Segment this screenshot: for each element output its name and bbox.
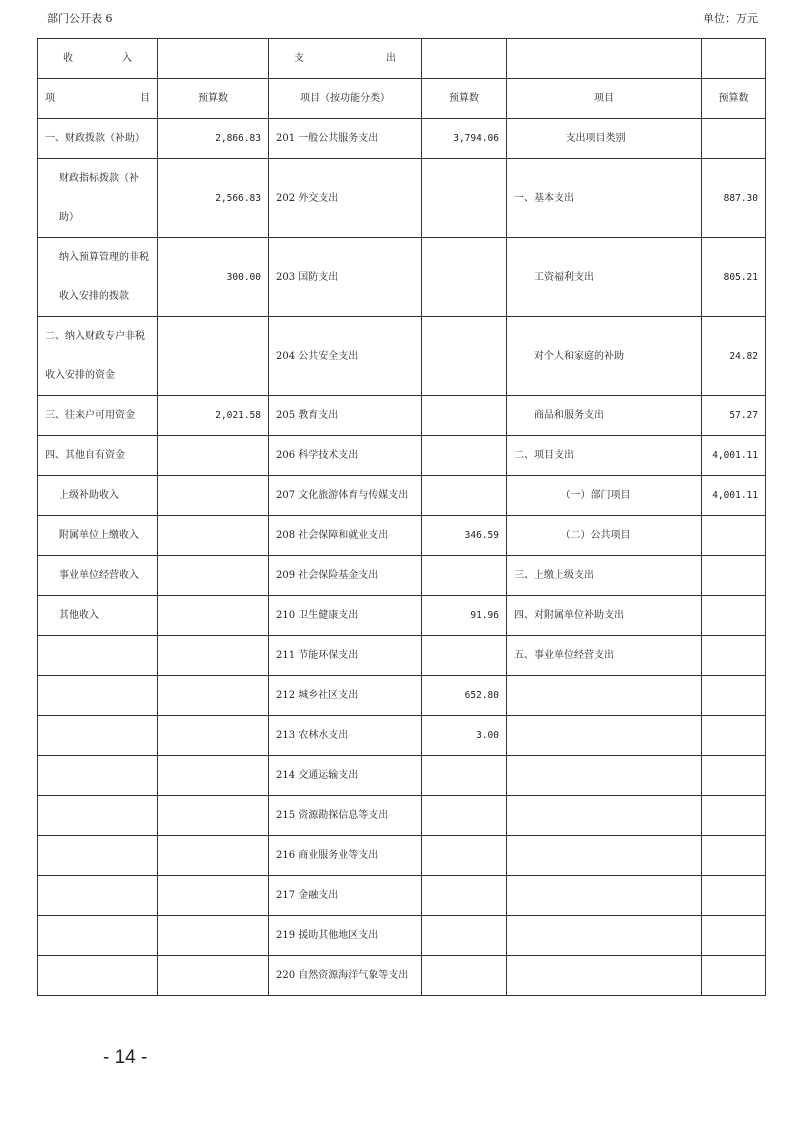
table-row (38, 796, 766, 836)
income-amount-cell (158, 756, 269, 796)
category-amount-cell (702, 636, 766, 676)
category-item-cell: 商品和服务支出 (507, 396, 702, 436)
table-row (38, 238, 766, 317)
table-row (38, 516, 766, 556)
income-amount-cell (158, 676, 269, 716)
income-item-cell (38, 876, 158, 916)
category-item-cell (507, 716, 702, 756)
category-item-cell: （二）公共项目 (507, 516, 702, 556)
function-amount-cell (422, 796, 507, 836)
category-amount-cell (702, 119, 766, 159)
function-amount-cell (422, 636, 507, 676)
category-item-cell: 三、上缴上级支出 (507, 556, 702, 596)
function-item-cell: 202 外交支出 (269, 159, 422, 238)
category-item-heading: 项目 (507, 79, 702, 119)
category-amount-cell (702, 676, 766, 716)
function-item-cell: 215 资源勘探信息等支出 (269, 796, 422, 836)
function-amount-cell (422, 556, 507, 596)
category-item-cell (507, 676, 702, 716)
function-amount-cell (422, 836, 507, 876)
function-amount-cell: 3,794.06 (422, 119, 507, 159)
function-amount-cell: 346.59 (422, 516, 507, 556)
function-amount-cell (422, 476, 507, 516)
table-row (38, 716, 766, 756)
category-item-cell (507, 756, 702, 796)
function-amount-cell (422, 876, 507, 916)
function-item-cell: 210 卫生健康支出 (269, 596, 422, 636)
income-amount-cell (158, 516, 269, 556)
category-item-cell: 五、事业单位经营支出 (507, 636, 702, 676)
category-item-cell: 四、对附属单位补助支出 (507, 596, 702, 636)
table-row (38, 436, 766, 476)
table-row (38, 556, 766, 596)
category-amount-cell: 4,001.11 (702, 436, 766, 476)
function-amount-cell: 652.80 (422, 676, 507, 716)
income-item-cell: 财政指标拨款（补助） (38, 159, 158, 238)
table-row (38, 636, 766, 676)
table-row (38, 159, 766, 238)
unit-label: 单位：万元 (703, 12, 758, 25)
heading-row-1 (38, 39, 766, 79)
income-item-cell (38, 796, 158, 836)
function-amount-cell (422, 396, 507, 436)
function-budget-heading: 预算数 (422, 79, 507, 119)
function-item-cell: 209 社会保险基金支出 (269, 556, 422, 596)
category-amount-cell (702, 836, 766, 876)
table-row (38, 596, 766, 636)
category-amount-cell: 4,001.11 (702, 476, 766, 516)
category-item-cell: 支出项目类别 (507, 119, 702, 159)
table-row (38, 676, 766, 716)
income-item-cell (38, 836, 158, 876)
income-amount-cell (158, 956, 269, 996)
function-item-cell: 208 社会保障和就业支出 (269, 516, 422, 556)
function-item-cell: 214 交通运输支出 (269, 756, 422, 796)
category-amount-cell (702, 916, 766, 956)
category-item-cell (507, 796, 702, 836)
category-item-cell (507, 876, 702, 916)
function-item-cell: 207 文化旅游体育与传媒支出 (269, 476, 422, 516)
income-amount-cell (158, 796, 269, 836)
income-item-cell: 事业单位经营收入 (38, 556, 158, 596)
function-amount-cell (422, 317, 507, 396)
function-item-cell: 203 国防支出 (269, 238, 422, 317)
category-amount-cell (702, 956, 766, 996)
income-amount-cell (158, 596, 269, 636)
function-item-cell: 220 自然资源海洋气象等支出 (269, 956, 422, 996)
income-item-cell (38, 956, 158, 996)
table-row (38, 317, 766, 396)
income-amount-cell (158, 556, 269, 596)
category-amount-cell (702, 876, 766, 916)
category-amount-cell: 57.27 (702, 396, 766, 436)
income-item-cell: 二、纳入财政专户非税收入安排的资金 (38, 317, 158, 396)
income-item-cell: 三、往来户可用资金 (38, 396, 158, 436)
income-item-cell (38, 716, 158, 756)
table-row (38, 756, 766, 796)
function-item-cell: 216 商业服务业等支出 (269, 836, 422, 876)
item-heading: 项 目 (38, 79, 158, 119)
table-row (38, 836, 766, 876)
page-number: - 14 - (103, 1047, 148, 1068)
function-item-cell: 206 科学技术支出 (269, 436, 422, 476)
function-item-cell: 204 公共安全支出 (269, 317, 422, 396)
table-row (38, 876, 766, 916)
income-amount-cell: 2,021.58 (158, 396, 269, 436)
category-budget-heading: 预算数 (702, 79, 766, 119)
heading-row-2 (38, 79, 766, 119)
function-item-cell: 211 节能环保支出 (269, 636, 422, 676)
function-amount-cell: 3.00 (422, 716, 507, 756)
income-item-cell: 纳入预算管理的非税收入安排的拨款 (38, 238, 158, 317)
category-amount-cell (702, 716, 766, 756)
income-amount-cell (158, 876, 269, 916)
income-amount-cell (158, 476, 269, 516)
income-item-cell (38, 636, 158, 676)
income-item-cell (38, 756, 158, 796)
category-item-cell (507, 956, 702, 996)
income-item-cell: 四、其他自有资金 (38, 436, 158, 476)
table-row (38, 396, 766, 436)
budget-table (37, 38, 766, 996)
category-amount-cell (702, 756, 766, 796)
category-item-cell: （一）部门项目 (507, 476, 702, 516)
category-amount-cell: 887.30 (702, 159, 766, 238)
function-amount-cell (422, 159, 507, 238)
income-item-cell: 附属单位上缴收入 (38, 516, 158, 556)
income-amount-cell (158, 636, 269, 676)
function-amount-cell (422, 956, 507, 996)
income-amount-cell (158, 916, 269, 956)
income-amount-cell (158, 836, 269, 876)
income-item-cell (38, 916, 158, 956)
expense-heading: 支 出 (269, 39, 422, 79)
function-item-cell: 213 农林水支出 (269, 716, 422, 756)
income-item-cell: 其他收入 (38, 596, 158, 636)
category-item-cell: 工资福利支出 (507, 238, 702, 317)
income-amount-cell: 2,566.83 (158, 159, 269, 238)
function-amount-cell: 91.96 (422, 596, 507, 636)
function-item-cell: 205 教育支出 (269, 396, 422, 436)
table-row (38, 916, 766, 956)
function-item-cell: 219 援助其他地区支出 (269, 916, 422, 956)
function-item-cell: 201 一般公共服务支出 (269, 119, 422, 159)
function-item-heading: 项目（按功能分类） (269, 79, 422, 119)
income-heading: 收 入 (38, 39, 158, 79)
function-amount-cell (422, 756, 507, 796)
category-item-cell (507, 916, 702, 956)
function-item-cell: 217 金融支出 (269, 876, 422, 916)
category-amount-cell: 24.82 (702, 317, 766, 396)
table-row (38, 956, 766, 996)
income-item-cell: 一、财政拨款（补助） (38, 119, 158, 159)
income-amount-cell (158, 317, 269, 396)
income-item-cell (38, 676, 158, 716)
function-amount-cell (422, 436, 507, 476)
table-row (38, 476, 766, 516)
category-amount-cell: 805.21 (702, 238, 766, 317)
income-amount-cell (158, 716, 269, 756)
category-amount-cell (702, 596, 766, 636)
function-item-cell: 212 城乡社区支出 (269, 676, 422, 716)
income-amount-cell: 2,866.83 (158, 119, 269, 159)
form-number: 部门公开表 6 (47, 12, 113, 25)
category-item-cell: 一、基本支出 (507, 159, 702, 238)
category-amount-cell (702, 516, 766, 556)
category-item-cell: 对个人和家庭的补助 (507, 317, 702, 396)
budget-table-body (38, 39, 766, 996)
category-item-cell: 二、项目支出 (507, 436, 702, 476)
category-amount-cell (702, 796, 766, 836)
income-amount-cell (158, 436, 269, 476)
function-amount-cell (422, 916, 507, 956)
income-item-cell: 上级补助收入 (38, 476, 158, 516)
category-item-cell (507, 836, 702, 876)
category-amount-cell (702, 556, 766, 596)
income-amount-cell: 300.00 (158, 238, 269, 317)
table-row (38, 119, 766, 159)
income-budget-heading: 预算数 (158, 79, 269, 119)
function-amount-cell (422, 238, 507, 317)
